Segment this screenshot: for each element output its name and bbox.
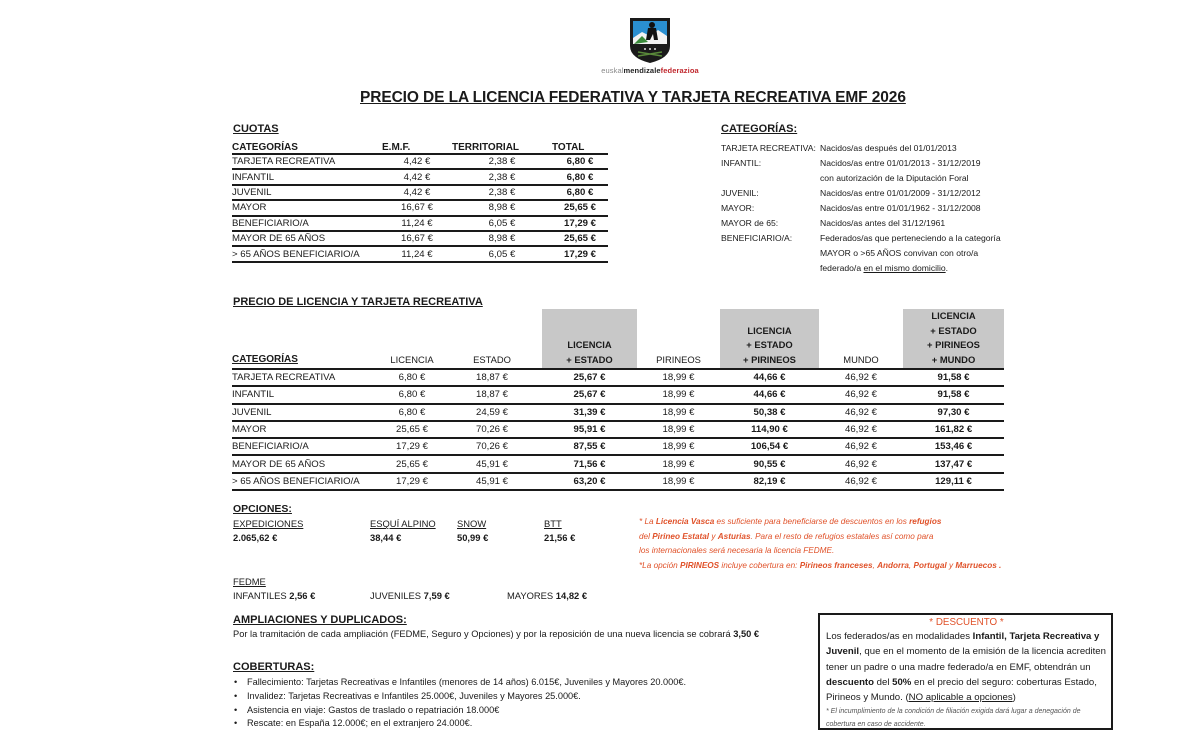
text-fragment: . Para el resto de refugios estatales así como para: [750, 531, 934, 541]
cell-category: MAYOR: [232, 200, 382, 215]
cell-mundo: 46,92 €: [819, 438, 903, 455]
header-categorias: CATEGORÍAS: [232, 139, 382, 154]
cell-licencia: 6,80 €: [382, 369, 442, 386]
cell-pirineos: 18,99 €: [637, 404, 720, 421]
header-line: LICENCIA: [747, 324, 792, 336]
ampliacion-price: 3,50 €: [733, 629, 760, 639]
highlight-text: Licencia Vasca: [655, 517, 715, 526]
fedme-value: 14,82 €: [555, 590, 588, 601]
opcion-value: 50,99 €: [457, 532, 489, 543]
cell-pirineos: 18,99 €: [637, 455, 720, 472]
cell-total-mundo: 161,82 €: [903, 421, 1004, 438]
text-fragment: en el precio del seguro: coberturas Estado, Pirineos y Mundo. (: [826, 676, 1097, 704]
category-key: BENEFICIARIO/A:: [721, 233, 793, 243]
fedme-value: 2,56 €: [289, 590, 316, 601]
coberturas-list: [233, 676, 686, 731]
cuotas-title: CUOTAS: [233, 123, 279, 135]
ampliaciones-title: AMPLIACIONES Y DUPLICADOS:: [233, 614, 407, 626]
cell-mundo: 46,92 €: [819, 404, 903, 421]
opcion-value: 21,56 €: [544, 532, 576, 543]
categorias-title: CATEGORÍAS:: [721, 123, 798, 135]
refugios-note: [639, 515, 1001, 573]
descuento-footnote: * El incumplimiento de la condición de filiación exigida dará lugar a denegación de cobertura en caso de accidente.: [826, 708, 1081, 728]
header-territorial: TERRITORIAL: [452, 139, 552, 154]
category-definition: [721, 231, 1001, 246]
list-item: • Fallecimiento: Tarjetas Recreativas e Infantiles (menores de 14 años) 6.015€, Juveniles y Mayores 20.000€.: [233, 676, 686, 690]
opcion-esqui-alpino: [370, 517, 436, 545]
cell-category: > 65 AÑOS BENEFICIARIO/A: [232, 473, 382, 490]
logo-text-mendizale: mendizale: [623, 66, 661, 75]
opcion-label: ESQUÍ ALPINO: [370, 518, 436, 529]
opcion-btt: [544, 517, 575, 545]
bold-text: 50%: [892, 676, 912, 688]
cell-licencia-estado-pirineos: 90,55 €: [720, 455, 819, 472]
highlight-text: Pirineo Estatal: [652, 531, 710, 541]
cell-emf: 16,67 €: [382, 231, 452, 246]
cell-total-mundo: 97,30 €: [903, 404, 1004, 421]
cell-category: MAYOR DE 65 AÑOS: [232, 231, 382, 246]
cell-licencia-estado-pirineos: 44,66 €: [720, 369, 819, 386]
cell-licencia: 17,29 €: [382, 473, 442, 490]
cell-category: JUVENIL: [232, 404, 382, 421]
opciones-section: [233, 503, 576, 543]
cell-category: TARJETA RECREATIVA: [232, 154, 382, 169]
opcion-expediciones: [233, 517, 303, 545]
cell-territorial: 8,98 €: [452, 231, 552, 246]
header-mundo: MUNDO: [819, 309, 903, 369]
cell-estado: 45,91 €: [442, 473, 542, 490]
text-fragment: Los federados/as en modalidades: [826, 631, 973, 642]
table-row: [232, 473, 1004, 490]
cell-mundo: 46,92 €: [819, 421, 903, 438]
header-licencia-estado-pirineos: [720, 309, 819, 369]
header-licencia: LICENCIA: [382, 309, 442, 369]
text-fragment: es suficiente para beneficiarse de descuentos en los: [714, 517, 910, 526]
cell-pirineos: 18,99 €: [637, 473, 720, 490]
highlight-text: refugios: [909, 517, 942, 526]
highlight-text: PIRINEOS: [679, 560, 720, 570]
cell-category: TARJETA RECREATIVA: [232, 369, 382, 386]
highlight-text: Marruecos: [955, 560, 997, 570]
logo-text-euskal: euskal: [601, 66, 624, 75]
cell-total-mundo: 129,11 €: [903, 473, 1004, 490]
text-fragment: del: [639, 531, 653, 541]
coberturas-title: COBERTURAS:: [233, 661, 315, 673]
category-definition: [721, 141, 1001, 156]
cell-licencia-estado-pirineos: 82,19 €: [720, 473, 819, 490]
table-row: [232, 154, 608, 169]
note-line: los internacionales será necesaria la licencia FEDME.: [639, 546, 835, 555]
cell-emf: 16,67 €: [382, 200, 452, 215]
precio-title: PRECIO DE LICENCIA Y TARJETA RECREATIVA: [233, 296, 483, 308]
category-definition: [721, 186, 1001, 201]
cell-category: JUVENIL: [232, 185, 382, 200]
category-value: Nacidos/as entre 01/01/2013 - 31/12/2019: [820, 158, 981, 168]
category-value: Nacidos/as antes del 31/12/1961: [820, 218, 946, 228]
cell-total: 25,65 €: [552, 231, 608, 246]
cell-total-mundo: 91,58 €: [903, 386, 1004, 403]
category-value: Nacidos/as después del 01/01/2013: [820, 143, 957, 153]
text-fragment: Por la tramitación de cada ampliación (FEDME, Seguro y Opciones) y por la reposición de una nueva licencia se cobrará: [233, 629, 734, 639]
cell-category: INFANTIL: [232, 169, 382, 184]
cell-emf: 4,42 €: [382, 169, 452, 184]
cell-territorial: 8,98 €: [452, 200, 552, 215]
fedme-juveniles: [370, 589, 450, 603]
fedme-title: FEDME: [233, 576, 266, 587]
descuento-box: [818, 613, 1113, 730]
text-fragment: * La: [639, 517, 656, 526]
cell-territorial: 2,38 €: [452, 185, 552, 200]
header-line: LICENCIA: [931, 310, 976, 321]
cell-total: 6,80 €: [552, 185, 608, 200]
cell-total-mundo: 153,46 €: [903, 438, 1004, 455]
category-definition: [721, 216, 1001, 231]
cell-category: MAYOR: [232, 421, 382, 438]
cell-territorial: 6,05 €: [452, 246, 552, 261]
header-estado: ESTADO: [442, 309, 542, 369]
cell-estado: 18,87 €: [442, 369, 542, 386]
text-fragment: .: [996, 560, 1002, 570]
fedme-value: 7,59 €: [423, 590, 450, 601]
table-row: [232, 169, 608, 184]
cell-licencia-estado-pirineos: 114,90 €: [720, 421, 819, 438]
text-fragment: , que en el momento de la emisión de la licencia acrediten tener un padre o una madre federado/a en EMF, obtendrán un: [826, 646, 1106, 673]
cell-licencia-estado: 63,20 €: [542, 473, 637, 490]
category-key: TARJETA RECREATIVA:: [721, 143, 816, 153]
cell-emf: 4,42 €: [382, 185, 452, 200]
category-definition: [721, 156, 1001, 171]
header-line: + PIRINEOS: [927, 339, 980, 350]
cell-licencia-estado-pirineos: 106,54 €: [720, 438, 819, 455]
cell-total-mundo: 137,47 €: [903, 455, 1004, 472]
category-key: INFANTIL:: [721, 158, 762, 168]
opcion-value: 2.065,62 €: [233, 532, 278, 543]
header-licencia-estado: [542, 309, 637, 369]
cell-mundo: 46,92 €: [819, 455, 903, 472]
cell-licencia-estado: 31,39 €: [542, 404, 637, 421]
cell-total: 17,29 €: [552, 216, 608, 231]
cell-emf: 11,24 €: [382, 246, 452, 261]
cell-licencia-estado: 25,67 €: [542, 386, 637, 403]
highlight-text: Andorra: [877, 560, 909, 570]
text-fragment: ,: [908, 560, 914, 570]
cell-estado: 24,59 €: [442, 404, 542, 421]
cell-territorial: 2,38 €: [452, 154, 552, 169]
underlined-text: NO aplicable a opciones: [908, 692, 1013, 704]
cell-mundo: 46,92 €: [819, 386, 903, 403]
header-line: + ESTADO: [566, 353, 613, 365]
cell-category: BENEFICIARIO/A: [232, 438, 382, 455]
cell-total: 25,65 €: [552, 200, 608, 215]
category-value: MAYOR o >65 AÑOS convivan con otro/a: [820, 248, 979, 258]
categorias-list: [721, 141, 1001, 276]
list-item: • Invalidez: Tarjetas Recreativas e Infantiles 25.000€, Juveniles y Mayores 25.000€.: [233, 690, 686, 704]
opcion-label: BTT: [544, 518, 562, 529]
logo-wordmark: [594, 66, 706, 75]
text-fragment: y: [709, 531, 718, 541]
cell-licencia-estado-pirineos: 50,38 €: [720, 404, 819, 421]
header-line: + ESTADO: [930, 324, 977, 336]
category-key: MAYOR:: [721, 203, 755, 213]
cell-licencia: 6,80 €: [382, 386, 442, 403]
cell-territorial: 6,05 €: [452, 216, 552, 231]
header-total: TOTAL: [552, 139, 608, 154]
category-definition-cont: [721, 246, 1001, 261]
note-line: [639, 515, 1001, 530]
cell-category: MAYOR DE 65 AÑOS: [232, 455, 382, 472]
text-fragment: incluye cobertura en:: [719, 560, 800, 570]
fedme-label: INFANTILES: [233, 590, 290, 601]
text-fragment: del: [873, 676, 893, 688]
text-fragment: ,: [872, 560, 878, 570]
header-line: + MUNDO: [931, 353, 976, 365]
page-title: PRECIO DE LA LICENCIA FEDERATIVA Y TARJETA RECREATIVA EMF 2026: [360, 89, 906, 106]
opcion-label: EXPEDICIONES: [233, 518, 304, 529]
table-row: [232, 200, 608, 215]
cell-emf: 4,42 €: [382, 154, 452, 169]
category-key: MAYOR de 65:: [721, 218, 779, 228]
cell-licencia-estado: 71,56 €: [542, 455, 637, 472]
cell-category: > 65 AÑOS BENEFICIARIO/A: [232, 246, 382, 261]
ampliaciones-text: [233, 629, 759, 639]
cell-pirineos: 18,99 €: [637, 438, 720, 455]
header-emf: E.M.F.: [382, 139, 452, 154]
opciones-title: OPCIONES:: [233, 503, 292, 515]
header-pirineos: PIRINEOS: [637, 309, 720, 369]
descuento-body: [826, 629, 1107, 705]
cell-total: 6,80 €: [552, 154, 608, 169]
opcion-snow: [457, 517, 488, 545]
fedme-prices: [233, 589, 588, 603]
cell-estado: 45,91 €: [442, 455, 542, 472]
table-row: [232, 185, 608, 200]
cell-total-mundo: 91,58 €: [903, 369, 1004, 386]
precio-table: [232, 309, 1004, 491]
table-row: [232, 246, 608, 261]
category-key: JUVENIL:: [721, 188, 759, 198]
category-definition-cont: [721, 261, 1001, 276]
cell-licencia: 6,80 €: [382, 404, 442, 421]
note-line: [639, 559, 1001, 574]
highlight-text: Pirineos franceses: [799, 560, 873, 570]
logo-text-federazioa: federazioa: [660, 66, 699, 75]
table-row: [232, 216, 608, 231]
header-line: LICENCIA: [567, 339, 612, 350]
opcion-value: 38,44 €: [370, 532, 402, 543]
fedme-section: [233, 575, 588, 603]
cell-licencia: 25,65 €: [382, 421, 442, 438]
table-row: [232, 438, 1004, 455]
cell-licencia: 25,65 €: [382, 455, 442, 472]
text-fragment: *La opción: [639, 560, 680, 570]
text-fragment: ): [1012, 692, 1016, 704]
cuotas-table: [232, 139, 608, 263]
text-fragment: y: [946, 560, 956, 570]
text-fragment: federado/a: [820, 263, 864, 273]
bold-text: descuento: [826, 676, 874, 688]
category-value: con autorización de la Diputación Foral: [820, 173, 969, 183]
cell-licencia-estado: 87,55 €: [542, 438, 637, 455]
table-row: [232, 421, 1004, 438]
opcion-label: SNOW: [457, 518, 487, 529]
table-row: [232, 231, 608, 246]
fedme-label: JUVENILES: [370, 590, 424, 601]
cell-pirineos: 18,99 €: [637, 386, 720, 403]
text-fragment: .: [945, 263, 949, 273]
cell-licencia-estado-pirineos: 44,66 €: [720, 386, 819, 403]
fedme-label: MAYORES: [507, 590, 556, 601]
header-licencia-estado-pirineos-mundo: [903, 309, 1004, 369]
cell-category: INFANTIL: [232, 386, 382, 403]
note-line: [639, 530, 1001, 545]
cell-mundo: 46,92 €: [819, 473, 903, 490]
category-value: Nacidos/as entre 01/01/2009 - 31/12/2012: [820, 188, 981, 198]
category-definition-cont: [721, 171, 1001, 186]
list-item: • Rescate: en España 12.000€; en el extranjero 24.000€.: [233, 717, 686, 731]
cell-total: 17,29 €: [552, 246, 608, 261]
header-line: + PIRINEOS: [743, 353, 796, 365]
cell-mundo: 46,92 €: [819, 369, 903, 386]
table-row: [232, 404, 1004, 421]
cell-total: 6,80 €: [552, 169, 608, 184]
cell-estado: 18,87 €: [442, 386, 542, 403]
category-value: Nacidos/as entre 01/01/1962 - 31/12/2008: [820, 203, 981, 213]
cell-pirineos: 18,99 €: [637, 421, 720, 438]
bold-text: Infantil, Tarjeta Recreativa y Juvenil: [826, 631, 1100, 658]
cell-pirineos: 18,99 €: [637, 369, 720, 386]
emf-logo-shield-icon: [628, 16, 672, 64]
table-row: [232, 455, 1004, 472]
highlight-text: Asturias: [717, 531, 751, 541]
highlight-text: Portugal: [913, 560, 947, 570]
header-line: + ESTADO: [746, 339, 793, 350]
descuento-title: * DESCUENTO *: [929, 617, 1004, 628]
cell-category: BENEFICIARIO/A: [232, 216, 382, 231]
cell-licencia: 17,29 €: [382, 438, 442, 455]
cell-estado: 70,26 €: [442, 421, 542, 438]
table-row: [232, 386, 1004, 403]
cell-licencia-estado: 95,91 €: [542, 421, 637, 438]
fedme-infantiles: [233, 589, 315, 603]
table-row: [232, 369, 1004, 386]
category-definition: [721, 201, 1001, 216]
cell-estado: 70,26 €: [442, 438, 542, 455]
cell-emf: 11,24 €: [382, 216, 452, 231]
header-categorias: CATEGORÍAS: [232, 309, 382, 369]
category-value: Federados/as que perteneciendo a la categoría: [820, 233, 1001, 243]
fedme-mayores: [507, 589, 587, 603]
cell-licencia-estado: 25,67 €: [542, 369, 637, 386]
list-item: • Asistencia en viaje: Gastos de traslado o repatriación 18.000€: [233, 704, 686, 718]
underlined-text: en el mismo domicilio: [863, 263, 946, 273]
cell-territorial: 2,38 €: [452, 169, 552, 184]
category-value: [820, 261, 948, 276]
